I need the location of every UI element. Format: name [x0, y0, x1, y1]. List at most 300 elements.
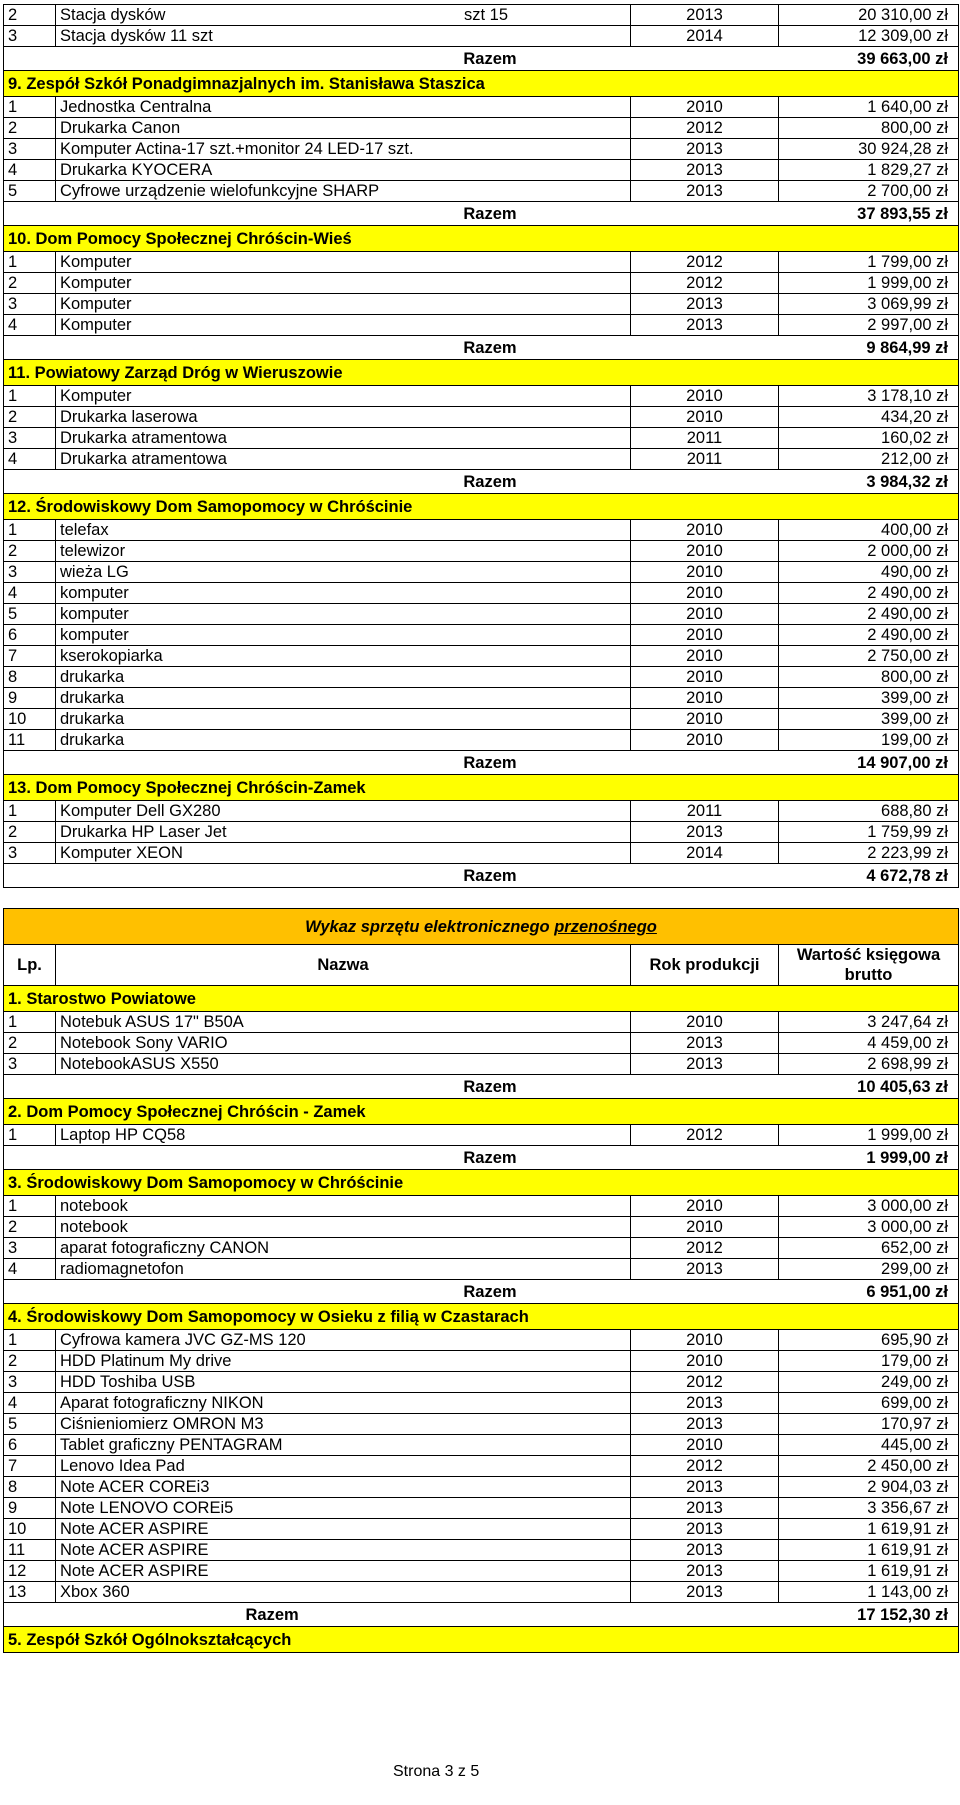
- table-row: [4, 667, 959, 688]
- item-name: [56, 273, 631, 294]
- production-year: 2010: [631, 520, 779, 541]
- production-year: 2010: [631, 1012, 779, 1033]
- table-row: [4, 520, 959, 541]
- total-row: [4, 470, 959, 494]
- inventory-table: [3, 4, 959, 1653]
- column-header-lp: Lp.: [4, 945, 56, 986]
- production-year: 2013: [631, 294, 779, 315]
- item-name-text: komputer: [60, 626, 129, 644]
- item-name-text: Komputer Actina-17 szt.+monitor 24 LED-17 szt.: [60, 140, 414, 158]
- book-value: 699,00 zł: [779, 1393, 959, 1414]
- section-title: 11. Powiatowy Zarząd Dróg w Wieruszowie: [4, 360, 959, 386]
- table-row: [4, 386, 959, 407]
- item-name-text: drukarka: [60, 731, 125, 749]
- section-header-zso: [4, 1627, 959, 1653]
- book-value: 2 490,00 zł: [779, 625, 959, 646]
- total-value: 14 907,00 zł: [779, 751, 959, 775]
- total-label: Razem: [56, 336, 779, 360]
- table-row: [4, 294, 959, 315]
- section-title: 10. Dom Pomocy Społecznej Chróścin-Wieś: [4, 226, 959, 252]
- total-spacer: [4, 1075, 56, 1099]
- book-value: 399,00 zł: [779, 709, 959, 730]
- section-title: 5. Zespół Szkół Ogólnokształcących: [4, 1627, 959, 1653]
- row-number: 4: [4, 583, 56, 604]
- production-year: 2013: [631, 181, 779, 202]
- table-row: [4, 407, 959, 428]
- item-name-text: wieża LG: [60, 563, 129, 581]
- table-row: [4, 562, 959, 583]
- row-number: 1: [4, 252, 56, 273]
- total-label: Razem: [56, 864, 779, 888]
- row-number: 4: [4, 1259, 56, 1280]
- table-row: [4, 1561, 959, 1582]
- item-name-text: Komputer Dell GX280: [60, 802, 221, 820]
- item-name: [56, 139, 631, 160]
- section-header-sds-chroscin: [4, 494, 959, 520]
- table-row: [4, 646, 959, 667]
- production-year: 2012: [631, 118, 779, 139]
- item-name: [56, 730, 631, 751]
- item-name: [56, 1196, 631, 1217]
- total-value: 17 152,30 zł: [779, 1603, 959, 1627]
- row-number: 3: [4, 843, 56, 864]
- item-name-text: Note LENOVO COREi5: [60, 1499, 234, 1517]
- banner-title: [4, 909, 959, 945]
- row-number: 2: [4, 1217, 56, 1238]
- table-row: [4, 688, 959, 709]
- table-row: [4, 583, 959, 604]
- row-number: 8: [4, 667, 56, 688]
- item-name: [56, 1351, 631, 1372]
- item-name-text: drukarka: [60, 689, 125, 707]
- table-row: [4, 160, 959, 181]
- item-name: [56, 583, 631, 604]
- book-value: 3 000,00 zł: [779, 1196, 959, 1217]
- item-name-text: Stacja dysków: [60, 6, 166, 24]
- item-name-text: Note ACER COREi3: [60, 1478, 210, 1496]
- row-number: 11: [4, 730, 56, 751]
- table-row: [4, 1456, 959, 1477]
- item-name-text: Drukarka Canon: [60, 119, 181, 137]
- total-value: 6 951,00 zł: [779, 1280, 959, 1304]
- table-row: [4, 1498, 959, 1519]
- section-header-dps-chroscin-zamek-portable: [4, 1099, 959, 1125]
- row-number: 2: [4, 1033, 56, 1054]
- table-row: [4, 1196, 959, 1217]
- item-name-text: aparat fotograficzny CANON: [60, 1239, 270, 1257]
- row-number: 1: [4, 1125, 56, 1146]
- total-row: [4, 1280, 959, 1304]
- production-year: 2012: [631, 1456, 779, 1477]
- item-name-text: Komputer: [60, 295, 132, 313]
- table-row: [4, 1351, 959, 1372]
- total-value: 4 672,78 zł: [779, 864, 959, 888]
- production-year: 2013: [631, 139, 779, 160]
- production-year: 2010: [631, 625, 779, 646]
- item-name: [56, 118, 631, 139]
- item-name-text: Drukarka atramentowa: [60, 429, 227, 447]
- item-name-text: Stacja dysków 11 szt: [60, 27, 213, 45]
- book-value: 2 490,00 zł: [779, 583, 959, 604]
- portable-equipment-banner: [4, 909, 959, 945]
- book-value: 12 309,00 zł: [779, 26, 959, 47]
- item-name-text: Notebuk ASUS 17" B50A: [60, 1013, 244, 1031]
- book-value: 3 178,10 zł: [779, 386, 959, 407]
- total-row: [4, 751, 959, 775]
- table-row: [4, 315, 959, 336]
- total-label: Razem: [56, 1603, 779, 1627]
- item-name-text: Ciśnieniomierz OMRON M3: [60, 1415, 264, 1433]
- total-spacer: [4, 47, 56, 71]
- item-name-text: Komputer: [60, 316, 132, 334]
- total-spacer: [4, 1280, 56, 1304]
- book-value: 212,00 zł: [779, 449, 959, 470]
- production-year: 2010: [631, 604, 779, 625]
- production-year: 2012: [631, 252, 779, 273]
- item-name: [56, 562, 631, 583]
- item-name-text: Notebook Sony VARIO: [60, 1034, 228, 1052]
- total-row: [4, 47, 959, 71]
- item-name-text: Drukarka HP Laser Jet: [60, 823, 227, 841]
- item-name-text: Laptop HP CQ58: [60, 1126, 186, 1144]
- total-label: Razem: [56, 751, 779, 775]
- row-number: 2: [4, 1351, 56, 1372]
- total-spacer: [4, 202, 56, 226]
- total-label: Razem: [56, 202, 779, 226]
- book-value: 299,00 zł: [779, 1259, 959, 1280]
- item-name: [56, 1330, 631, 1351]
- spacer: [4, 888, 959, 909]
- item-name: [56, 407, 631, 428]
- row-number: 4: [4, 160, 56, 181]
- table-row: [4, 1330, 959, 1351]
- production-year: 2010: [631, 1196, 779, 1217]
- row-number: 3: [4, 139, 56, 160]
- item-name: [56, 1540, 631, 1561]
- production-year: 2013: [631, 1561, 779, 1582]
- row-number: 3: [4, 428, 56, 449]
- row-number: 6: [4, 625, 56, 646]
- production-year: 2012: [631, 273, 779, 294]
- item-name: [56, 1414, 631, 1435]
- total-value: 37 893,55 zł: [779, 202, 959, 226]
- table-row: [4, 1054, 959, 1075]
- table-row: [4, 5, 959, 26]
- book-value: 2 223,99 zł: [779, 843, 959, 864]
- item-name-text: notebook: [60, 1197, 128, 1215]
- book-value: 1 619,91 zł: [779, 1540, 959, 1561]
- row-number: 2: [4, 273, 56, 294]
- item-name-text: Cyfrowe urządzenie wielofunkcyjne SHARP: [60, 182, 380, 200]
- row-number: 1: [4, 1330, 56, 1351]
- table-row: [4, 1012, 959, 1033]
- production-year: 2010: [631, 407, 779, 428]
- book-value: 399,00 zł: [779, 688, 959, 709]
- production-year: 2013: [631, 1477, 779, 1498]
- production-year: 2012: [631, 1125, 779, 1146]
- table-row: [4, 604, 959, 625]
- item-name: [56, 1498, 631, 1519]
- production-year: 2013: [631, 1414, 779, 1435]
- production-year: 2011: [631, 428, 779, 449]
- row-number: 3: [4, 294, 56, 315]
- banner-title-text: Wykaz sprzętu elektronicznego: [305, 917, 555, 936]
- row-number: 4: [4, 1393, 56, 1414]
- book-value: 688,80 zł: [779, 801, 959, 822]
- item-name: [56, 604, 631, 625]
- item-name-text: telefax: [60, 521, 109, 539]
- book-value: 652,00 zł: [779, 1238, 959, 1259]
- section-title: 9. Zespół Szkół Ponadgimnazjalnych im. Stanisława Staszica: [4, 71, 959, 97]
- total-spacer: [4, 864, 56, 888]
- book-value: 179,00 zł: [779, 1351, 959, 1372]
- total-value: 1 999,00 zł: [779, 1146, 959, 1170]
- item-name: [56, 252, 631, 273]
- row-number: 6: [4, 1435, 56, 1456]
- book-value: 3 069,99 zł: [779, 294, 959, 315]
- table-row: [4, 1414, 959, 1435]
- production-year: 2013: [631, 1033, 779, 1054]
- section-title: 4. Środowiskowy Dom Samopomocy w Osieku z filią w Czastarach: [4, 1304, 959, 1330]
- item-name-text: Drukarka KYOCERA: [60, 161, 213, 179]
- table-row: [4, 181, 959, 202]
- table-row: [4, 97, 959, 118]
- item-name: [56, 181, 631, 202]
- item-name: [56, 1012, 631, 1033]
- inventory-table-body: [4, 5, 959, 1653]
- book-value: 800,00 zł: [779, 667, 959, 688]
- item-name: [56, 801, 631, 822]
- row-number: 1: [4, 386, 56, 407]
- production-year: 2013: [631, 5, 779, 26]
- item-name: [56, 1217, 631, 1238]
- total-label: Razem: [56, 1280, 779, 1304]
- item-name-text: drukarka: [60, 710, 125, 728]
- row-number: 12: [4, 1561, 56, 1582]
- book-value: 2 450,00 zł: [779, 1456, 959, 1477]
- table-row: [4, 1372, 959, 1393]
- row-number: 1: [4, 1196, 56, 1217]
- item-name-text: radiomagnetofon: [60, 1260, 184, 1278]
- item-name: [56, 822, 631, 843]
- production-year: 2013: [631, 315, 779, 336]
- book-value: 2 700,00 zł: [779, 181, 959, 202]
- column-header-year: Rok produkcji: [631, 945, 779, 986]
- production-year: 2013: [631, 1582, 779, 1603]
- section-header-dps-chroscin-zamek: [4, 775, 959, 801]
- book-value: 3 247,64 zł: [779, 1012, 959, 1033]
- book-value: 249,00 zł: [779, 1372, 959, 1393]
- production-year: 2010: [631, 646, 779, 667]
- item-name-text: Komputer: [60, 387, 132, 405]
- book-value: 445,00 zł: [779, 1435, 959, 1456]
- table-row: [4, 139, 959, 160]
- item-name: [56, 1393, 631, 1414]
- book-value: 400,00 zł: [779, 520, 959, 541]
- production-year: 2010: [631, 386, 779, 407]
- item-name-text: Drukarka laserowa: [60, 408, 198, 426]
- production-year: 2012: [631, 1372, 779, 1393]
- book-value: 2 904,03 zł: [779, 1477, 959, 1498]
- section-title: 12. Środowiskowy Dom Samopomocy w Chróścinie: [4, 494, 959, 520]
- production-year: 2011: [631, 449, 779, 470]
- total-row: [4, 1075, 959, 1099]
- item-quantity: szt 15: [464, 6, 509, 24]
- item-name: [56, 1372, 631, 1393]
- item-name: [56, 1238, 631, 1259]
- section-header-zsp-staszic: [4, 71, 959, 97]
- book-value: 3 356,67 zł: [779, 1498, 959, 1519]
- row-number: 1: [4, 97, 56, 118]
- production-year: 2012: [631, 1238, 779, 1259]
- row-number: 3: [4, 562, 56, 583]
- section-title: 13. Dom Pomocy Społecznej Chróścin-Zamek: [4, 775, 959, 801]
- total-label: Razem: [56, 470, 779, 494]
- section-title: 3. Środowiskowy Dom Samopomocy w Chróścinie: [4, 1170, 959, 1196]
- section-title: 2. Dom Pomocy Społecznej Chróścin - Zamek: [4, 1099, 959, 1125]
- table-row: [4, 1477, 959, 1498]
- item-name-text: Komputer: [60, 253, 132, 271]
- row-number: 1: [4, 801, 56, 822]
- item-name-text: Tablet graficzny PENTAGRAM: [60, 1436, 283, 1454]
- total-value: 10 405,63 zł: [779, 1075, 959, 1099]
- table-row: [4, 449, 959, 470]
- book-value: 2 698,99 zł: [779, 1054, 959, 1075]
- total-spacer: [4, 1146, 56, 1170]
- row-number: 11: [4, 1540, 56, 1561]
- table-row: [4, 1582, 959, 1603]
- item-name-text: Xbox 360: [60, 1583, 130, 1601]
- table-row: [4, 625, 959, 646]
- row-number: 5: [4, 1414, 56, 1435]
- table-row: [4, 822, 959, 843]
- total-spacer: [4, 751, 56, 775]
- total-value: 3 984,32 zł: [779, 470, 959, 494]
- item-name: [56, 520, 631, 541]
- item-name-text: Note ACER ASPIRE: [60, 1562, 209, 1580]
- item-name-text: Komputer XEON: [60, 844, 183, 862]
- table-row: [4, 1540, 959, 1561]
- item-name: [56, 1259, 631, 1280]
- item-name: [56, 1477, 631, 1498]
- row-number: 2: [4, 541, 56, 562]
- row-number: 13: [4, 1582, 56, 1603]
- production-year: 2013: [631, 1519, 779, 1540]
- item-name-text: komputer: [60, 584, 129, 602]
- item-name-text: Lenovo Idea Pad: [60, 1457, 185, 1475]
- section-header-sds-chroscin-portable: [4, 1170, 959, 1196]
- book-value: 199,00 zł: [779, 730, 959, 751]
- production-year: 2010: [631, 709, 779, 730]
- item-name: [56, 688, 631, 709]
- section-header-pzd-wieruszow: [4, 360, 959, 386]
- production-year: 2010: [631, 583, 779, 604]
- item-name: [56, 667, 631, 688]
- total-row: [4, 1603, 959, 1627]
- production-year: 2010: [631, 730, 779, 751]
- section-header-starostwo: [4, 986, 959, 1012]
- total-row: [4, 202, 959, 226]
- item-name: [56, 386, 631, 407]
- row-number: 4: [4, 315, 56, 336]
- total-row: [4, 864, 959, 888]
- production-year: 2010: [631, 688, 779, 709]
- item-name-text: HDD Platinum My drive: [60, 1352, 232, 1370]
- book-value: 695,90 zł: [779, 1330, 959, 1351]
- row-number: 2: [4, 118, 56, 139]
- production-year: 2010: [631, 562, 779, 583]
- item-name: [56, 541, 631, 562]
- book-value: 1 799,00 zł: [779, 252, 959, 273]
- item-name: [56, 646, 631, 667]
- table-row: [4, 801, 959, 822]
- production-year: 2013: [631, 1393, 779, 1414]
- row-number: 5: [4, 604, 56, 625]
- item-name-text: NotebookASUS X550: [60, 1055, 219, 1073]
- row-number: 5: [4, 181, 56, 202]
- item-name-text: kserokopiarka: [60, 647, 163, 665]
- production-year: 2010: [631, 667, 779, 688]
- book-value: 490,00 zł: [779, 562, 959, 583]
- book-value: 2 000,00 zł: [779, 541, 959, 562]
- production-year: 2010: [631, 1435, 779, 1456]
- table-row: [4, 1125, 959, 1146]
- production-year: 2013: [631, 1540, 779, 1561]
- book-value: 434,20 zł: [779, 407, 959, 428]
- total-label: Razem: [56, 47, 779, 71]
- production-year: 2010: [631, 1330, 779, 1351]
- item-name: [56, 1435, 631, 1456]
- production-year: 2010: [631, 1217, 779, 1238]
- row-number: 2: [4, 822, 56, 843]
- item-name-text: Komputer: [60, 274, 132, 292]
- row-number: 3: [4, 1372, 56, 1393]
- production-year: 2014: [631, 26, 779, 47]
- total-spacer: [4, 1603, 56, 1627]
- section-header-dps-chroscin-wies: [4, 226, 959, 252]
- section-header-sds-osiek: [4, 1304, 959, 1330]
- total-label: Razem: [56, 1075, 779, 1099]
- column-header-name: Nazwa: [56, 945, 631, 986]
- item-name: [56, 625, 631, 646]
- row-number: 2: [4, 5, 56, 26]
- book-value: 160,02 zł: [779, 428, 959, 449]
- column-header-value: Wartość księgowa brutto: [779, 945, 959, 986]
- table-row: [4, 273, 959, 294]
- table-row: [4, 252, 959, 273]
- row-number: 8: [4, 1477, 56, 1498]
- row-number: 2: [4, 407, 56, 428]
- total-row: [4, 336, 959, 360]
- book-value: 2 997,00 zł: [779, 315, 959, 336]
- item-name: [56, 1125, 631, 1146]
- row-number: 7: [4, 646, 56, 667]
- row-number: 10: [4, 709, 56, 730]
- table-row: [4, 709, 959, 730]
- item-name: [56, 709, 631, 730]
- banner-title-underlined: przenośnego: [554, 917, 657, 936]
- book-value: 2 490,00 zł: [779, 604, 959, 625]
- table-row: [4, 1217, 959, 1238]
- book-value: 1 143,00 zł: [779, 1582, 959, 1603]
- item-name: [56, 1033, 631, 1054]
- table-row: [4, 26, 959, 47]
- item-name-text: Cyfrowa kamera JVC GZ-MS 120: [60, 1331, 306, 1349]
- item-name-text: Jednostka Centralna: [60, 98, 212, 116]
- item-name: [56, 1519, 631, 1540]
- book-value: 1 829,27 zł: [779, 160, 959, 181]
- book-value: 1 619,91 zł: [779, 1561, 959, 1582]
